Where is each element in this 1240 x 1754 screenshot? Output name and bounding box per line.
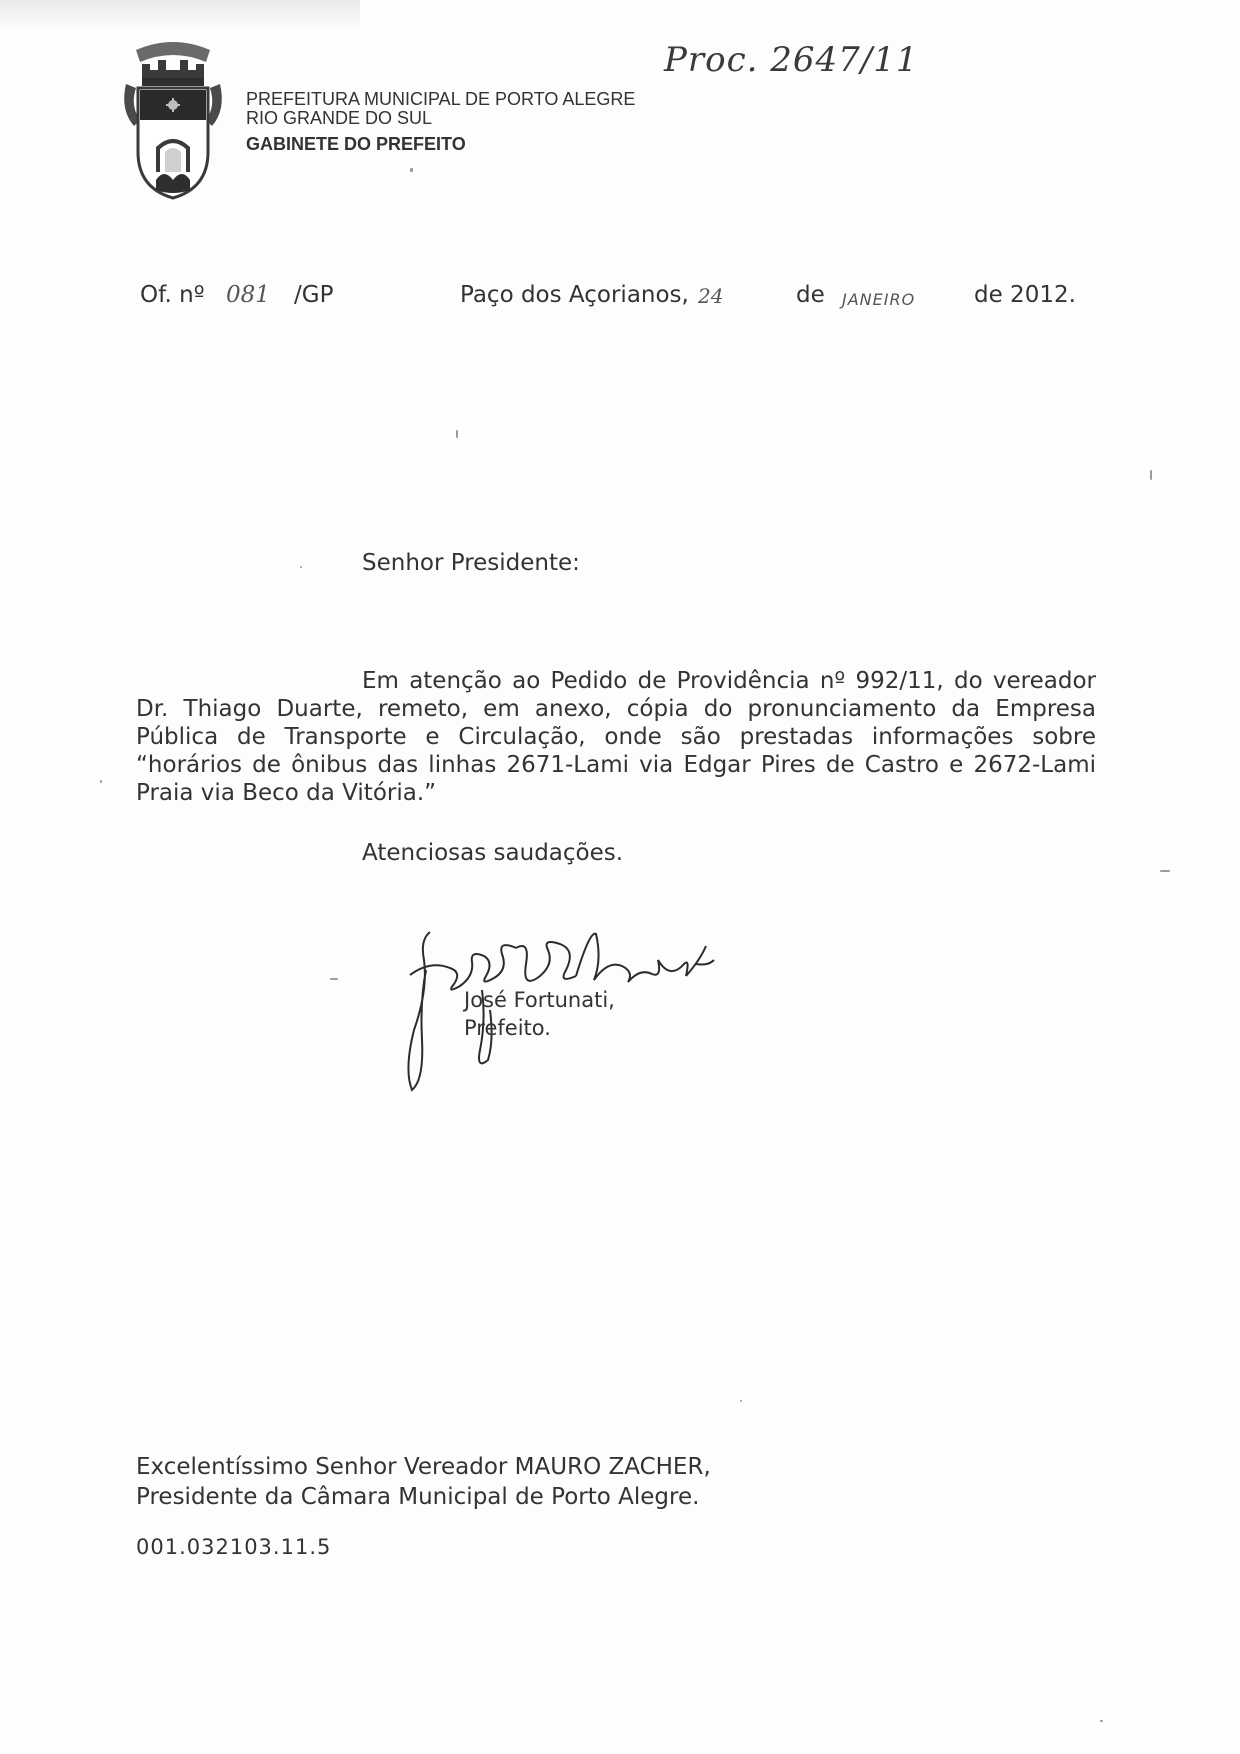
place-name: Paço dos Açorianos, [460, 282, 689, 308]
date-year: de 2012. [974, 282, 1076, 308]
closing: Atenciosas saudações. [362, 840, 624, 866]
scan-speck [1100, 1720, 1103, 1722]
scan-speck [330, 978, 338, 980]
office-number: 081 [226, 282, 270, 308]
signer-title: Prefeito. [464, 1016, 551, 1040]
scan-speck [740, 1400, 742, 1402]
scan-speck [1150, 470, 1152, 480]
scan-shadow [0, 0, 360, 30]
date-month: JANEIRO [842, 290, 916, 309]
reference-number: 001.032103.11.5 [136, 1535, 332, 1559]
coat-of-arms-icon [120, 40, 226, 200]
office-number-label: Of. nº [140, 282, 205, 308]
scan-speck [300, 566, 302, 568]
signer-name: José Fortunati, [464, 988, 615, 1012]
letterhead-office: GABINETE DO PREFEITO [246, 133, 466, 154]
date-day: 24 [698, 284, 724, 308]
date-connector: de [796, 282, 825, 308]
scan-speck [1160, 870, 1170, 872]
letter-body-text: Em atenção ao Pedido de Providência nº 992/11, do vereador Dr. Thiago Duarte, remeto, em anexo, cópia do pronunciamento da Empresa Pública de Transporte e Circulação, onde são prestadas informações sobre “horários de ônibus das linhas 2671-Lami via Edgar Pires de Castro e 2672-Lami Praia via Beco da Vitória.” [136, 668, 1096, 806]
letterhead-municipality: PREFEITURA MUNICIPAL DE PORTO ALEGRE [246, 89, 636, 109]
addressee-line-2: Presidente da Câmara Municipal de Porto Alegre. [136, 1484, 700, 1510]
letterhead-state: RIO GRANDE DO SUL [246, 107, 433, 128]
addressee-line-1: Excelentíssimo Senhor Vereador MAURO ZACHER, [136, 1454, 711, 1480]
letter-body [136, 667, 1096, 807]
scan-speck [100, 780, 102, 783]
salutation: Senhor Presidente: [362, 550, 580, 576]
handwritten-process-number: Proc. 2647/11 [664, 40, 919, 80]
letterhead [246, 90, 635, 154]
addressee-block [136, 1452, 711, 1512]
office-number-suffix: /GP [294, 282, 334, 308]
scan-speck [456, 430, 458, 438]
scan-speck [410, 168, 413, 172]
